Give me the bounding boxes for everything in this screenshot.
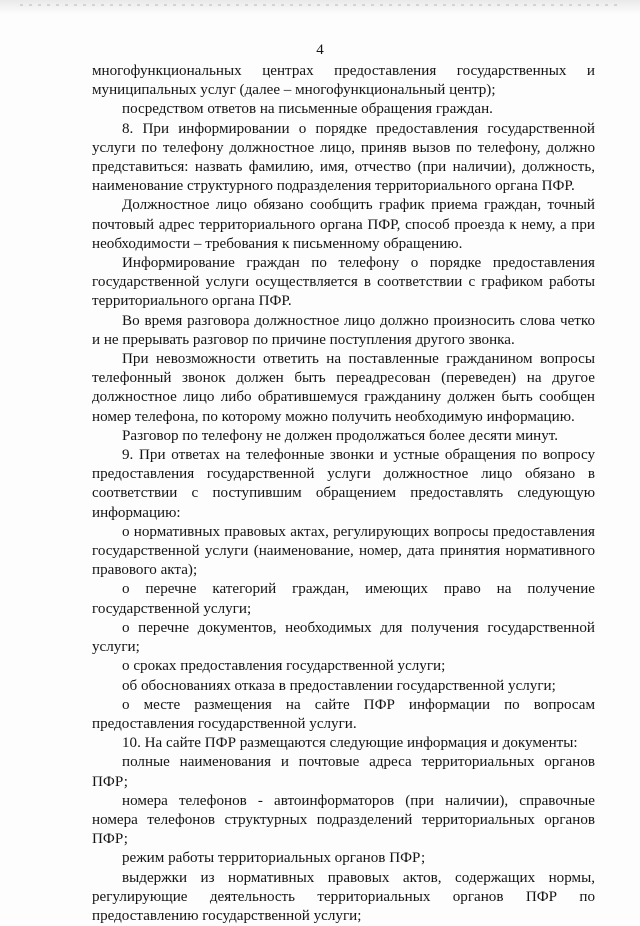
page-number: 4 <box>316 42 324 58</box>
paragraph-10: 10. На сайте ПФР размещаются следующие информация и документы: <box>122 735 578 752</box>
site-item-2: номера телефонов - автоинформаторов (при наличии), справочные номера телефонов структурных подразделений территориальных органов ПФР; <box>92 792 595 848</box>
scan-noise <box>20 4 620 6</box>
paragraph-4: Должностное лицо обязано сообщить график приема граждан, точный почтовый адрес территориального органа ПФР, способ проезда к нему, а при необходимости – требования к письменному обращению. <box>92 197 595 252</box>
site-item-4: выдержки из нормативных правовых актов, содержащих нормы, регулирующие деятельность территориальных органов ПФР по предоставлению государственной услуги; <box>92 869 595 924</box>
paragraph-2: посредством ответов на письменные обращения граждан. <box>122 101 493 118</box>
list-item-5: об обоснованиях отказа в предоставлении государственной услуги; <box>122 677 556 694</box>
site-item-1: полные наименования и почтовые адреса территориальных органов ПФР; <box>92 754 595 790</box>
list-item-3: о перечне документов, необходимых для получения государственной услуги; <box>92 619 595 656</box>
list-item-4: о сроках предоставления государственной услуги; <box>122 658 446 675</box>
paragraph-3: 8. При информировании о порядке предоставления государственной услуги по телефону должностное лицо, приняв вызов по телефону, должно представиться: назвать фамилию, имя, отчество (при наличии), должность, наименование структурного подразделения территориального органа ПФР. <box>92 120 595 195</box>
scan-edge-shadow <box>0 0 640 14</box>
paragraph-6: Во время разговора должностное лицо должно произносить слова четко и не прерывать разговор по причине поступления другого звонка. <box>92 312 595 348</box>
document-body <box>92 62 595 926</box>
list-item-6: о месте размещения на сайте ПФР информации по вопросам предоставления государственной услуги. <box>92 696 595 732</box>
site-item-3: режим работы территориальных органов ПФР; <box>122 850 426 867</box>
paragraph-1: многофункциональных центрах предоставления государственных и муниципальных услуг (далее – многофункциональный центр); <box>92 63 595 99</box>
list-item-1: о нормативных правовых актах, регулирующих вопросы предоставления государственной услуги (наименование, номер, дата принятия нормативного правового акта); <box>92 523 595 579</box>
paragraph-5: Информирование граждан по телефону о порядке предоставления государственной услуги осуществляется в соответствии с графиком работы территориального органа ПФР. <box>92 255 595 310</box>
paragraph-9: 9. При ответах на телефонные звонки и устные обращения по вопросу предоставления государственной услуги должностное лицо обязано в соответствии с поступившим обращением предоставлять следующую информацию: <box>92 447 595 521</box>
list-item-2: о перечне категорий граждан, имеющих право на получение государственной услуги; <box>92 581 595 617</box>
paragraph-8: Разговор по телефону не должен продолжаться более десяти минут. <box>122 427 559 444</box>
paragraph-7: При невозможности ответить на поставленные гражданином вопросы телефонный звонок должен быть переадресован (переведен) на другое должностное лицо либо обратившемуся гражданину должен быть сообщен номер телефона, по которому можно получить необходимую информацию. <box>92 351 595 425</box>
